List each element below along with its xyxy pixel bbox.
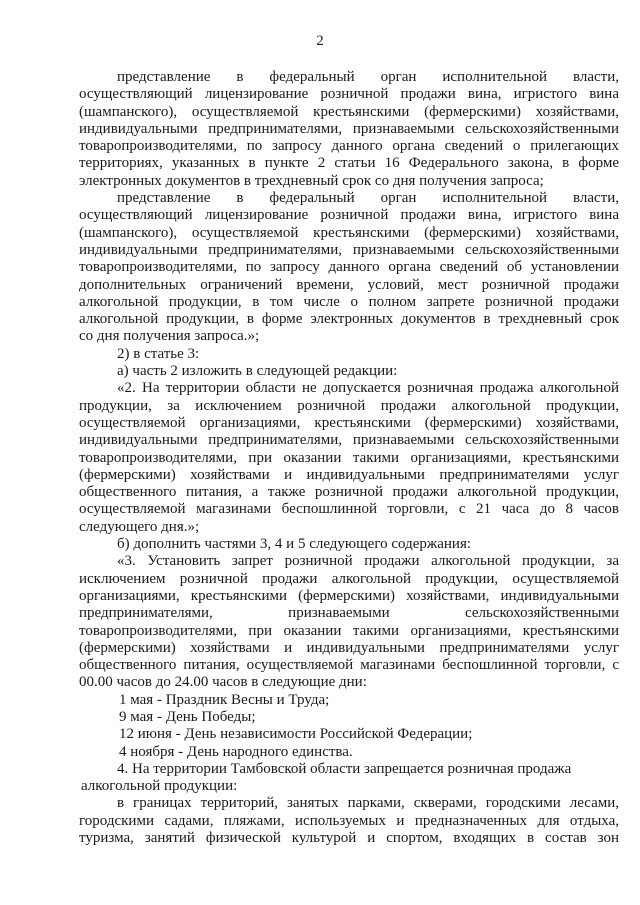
text-line: территориях, указанных в пункте 2 статьи 16 Федерального закона, в форме (79, 155, 619, 172)
text-line: (фермерскими) хозяйствами и индивидуальными предпринимателями услуг (79, 466, 619, 483)
text-line: индивидуальными предпринимателями, признаваемыми сельскохозяйственными (79, 241, 619, 258)
text-line: б) дополнить частями 3, 4 и 5 следующего содержания: (117, 536, 472, 553)
text-line: алкогольной продукции: (81, 778, 238, 795)
text-line: алкогольной продукции, в том числе о полном запрете розничной продажи (79, 293, 619, 310)
text-line: 2) в статье 3: (117, 345, 200, 362)
text-line: следующего дня.»; (79, 518, 200, 535)
text-line: (фермерскими) хозяйствами и индивидуальными предпринимателями услуг (79, 639, 619, 656)
text-line: продукции, за исключением розничной продажи алкогольной продукции, (79, 397, 619, 414)
text-line: а) часть 2 изложить в следующей редакции: (117, 363, 398, 380)
text-line: 12 июня - День независимости Российской Федерации; (119, 726, 473, 743)
text-line: «3. Установить запрет розничной продажи алкогольной продукции, за (117, 553, 619, 570)
text-line: товаропроизводителями, по запросу данного органа сведений о прилегающих (79, 138, 619, 155)
text-line: 1 мая - Праздник Весны и Труда; (119, 691, 330, 708)
text-line: дополнительных ограничений времени, условий, мест розничной продажи (79, 276, 619, 293)
page-number: 2 (316, 33, 324, 49)
text-line: (шампанского), осуществляемой крестьянскими (фермерскими) хозяйствами, (79, 224, 619, 241)
text-line: представление в федеральный орган исполнительной власти, (117, 190, 619, 207)
text-line: общественного питания, осуществляемой магазинами беспошлинной торговли, с (79, 657, 619, 674)
text-line: (шампанского), осуществляемой крестьянскими (фермерскими) хозяйствами, (79, 103, 619, 120)
text-line: товаропроизводителями, при оказании такими организациями, крестьянскими (79, 622, 619, 639)
text-line: алкогольной продукции, в форме электронных документов в трехдневный срок (79, 311, 619, 328)
text-line: 00.00 часов до 24.00 часов в следующие дни: (79, 674, 367, 691)
text-line: туризма, занятий физической культурой и спортом, входящих в состав зон (79, 830, 619, 847)
text-line: осуществляющий лицензирование розничной продажи вина, игристого вина (79, 207, 619, 224)
text-line: исключением розничной продажи алкогольной продукции, осуществляемой (79, 570, 619, 587)
text-line: электронных документов в трехдневный срок со дня получения запроса; (79, 172, 544, 189)
text-line: 4 ноября - День народного единства. (119, 743, 353, 760)
text-line: общественного питания, а также розничной продажи алкогольной продукции, (79, 484, 619, 501)
text-line: индивидуальными предпринимателями, признаваемыми сельскохозяйственными (79, 432, 619, 449)
document-body (79, 69, 619, 847)
text-line: 4. На территории Тамбовской области запрещается розничная продажа (117, 760, 572, 777)
text-line: городскими садами, пляжами, используемых и предназначенных для отдыха, (79, 812, 619, 829)
text-line: индивидуальными предпринимателями, признаваемыми сельскохозяйственными (79, 120, 619, 137)
text-line: товаропроизводителями, при оказании такими организациями, крестьянскими (79, 449, 619, 466)
text-line: предпринимателями, признаваемыми сельскохозяйственными (79, 605, 619, 622)
text-line: осуществляемой организациями, крестьянскими (фермерскими) хозяйствами, (79, 414, 619, 431)
text-line: 9 мая - День Победы; (119, 708, 256, 725)
text-line: осуществляемой магазинами беспошлинной торговли, с 21 часа до 8 часов (79, 501, 619, 518)
text-line: со дня получения запроса.»; (79, 328, 260, 345)
text-line: в границах территорий, занятых парками, скверами, городскими лесами, (117, 795, 619, 812)
text-line: представление в федеральный орган исполнительной власти, (117, 69, 619, 85)
text-line: товаропроизводителями, по запросу данного органа сведений об установлении (79, 259, 619, 276)
text-line: организациями, крестьянскими (фермерскими) хозяйствами, индивидуальными (79, 587, 619, 604)
text-line: «2. На территории области не допускается розничная продажа алкогольной (117, 380, 619, 397)
text-line: осуществляющий лицензирование розничной продажи вина, игристого вина (79, 86, 619, 103)
